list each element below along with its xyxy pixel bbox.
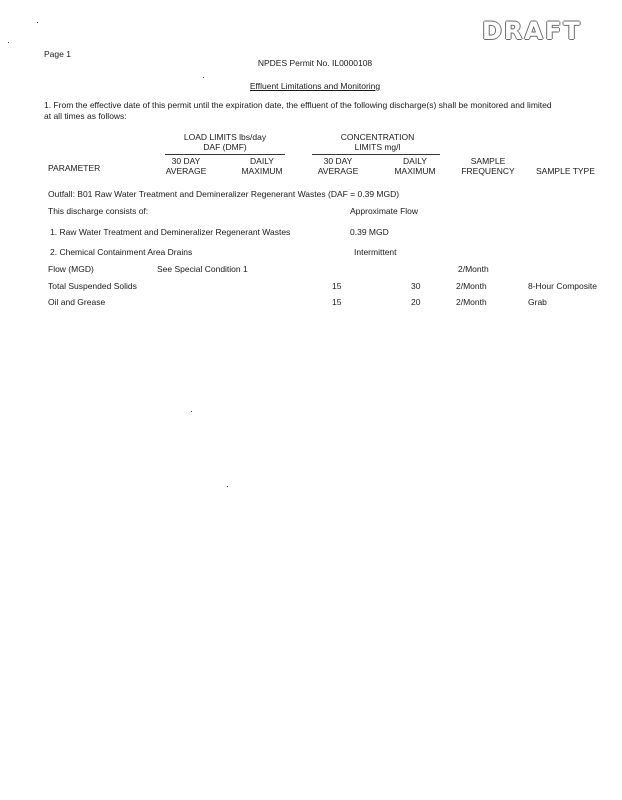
conc-max-header-2: MAXIMUM <box>394 166 436 176</box>
row-frequency: 2/Month <box>456 297 487 307</box>
concentration-header-rule <box>312 154 440 155</box>
row-parameter: Oil and Grease <box>48 297 106 307</box>
source-item-flow: Intermittent <box>354 247 397 257</box>
load-limits-header: LOAD LIMITS lbs/day <box>183 132 267 142</box>
outfall-title: Outfall: B01 Raw Water Treatment and Demineralizer Regenerant Wastes (DAF = 0.39 MGD) <box>48 189 400 199</box>
conc-max-header-1: DAILY <box>403 156 427 166</box>
permit-title: NPDES Permit No. IL0000108 <box>257 58 373 68</box>
intro-line-1: 1. From the effective date of this permit until the expiration date, the effluent of the following discharge(s) shall be monitored and limited <box>44 100 552 110</box>
draft-stamp: DRAFT <box>482 17 582 45</box>
scan-speck <box>8 42 9 43</box>
load-limits-subheader: DAF (DMF) <box>203 142 247 152</box>
load-header-rule <box>165 154 285 155</box>
row-conc-max: 20 <box>411 297 421 307</box>
parameter-header: PARAMETER <box>48 163 101 173</box>
row-conc-avg: 15 <box>332 281 342 291</box>
frequency-header-2: FREQUENCY <box>461 166 515 176</box>
load-max-header-2: MAXIMUM <box>241 166 283 176</box>
source-item-label: 2. Chemical Containment Area Drains <box>50 247 193 257</box>
load-avg-header-1: 30 DAY <box>171 156 201 166</box>
row-load-note: See Special Condition 1 <box>157 264 248 274</box>
source-item-label: 1. Raw Water Treatment and Demineralizer Regenerant Wastes <box>50 227 291 237</box>
sample-type-header: SAMPLE TYPE <box>536 166 595 176</box>
discharge-consists-label: This discharge consists of: <box>48 206 149 216</box>
row-sample-type: 8-Hour Composite <box>528 281 597 291</box>
scan-speck <box>37 22 38 23</box>
load-avg-header-2: AVERAGE <box>165 166 207 176</box>
approximate-flow-label: Approximate Flow <box>350 206 419 216</box>
row-parameter: Flow (MGD) <box>48 264 94 274</box>
scan-speck <box>227 486 228 487</box>
row-frequency: 2/Month <box>456 281 487 291</box>
frequency-header-1: SAMPLE <box>470 156 506 166</box>
row-conc-max: 30 <box>411 281 421 291</box>
scan-speck <box>203 77 204 78</box>
row-sample-type: Grab <box>528 297 547 307</box>
scan-speck <box>191 411 192 412</box>
intro-line-2: at all times as follows: <box>44 111 127 121</box>
page-label: Page 1 <box>44 49 71 59</box>
conc-avg-header-1: 30 DAY <box>323 156 353 166</box>
conc-avg-header-2: AVERAGE <box>317 166 359 176</box>
concentration-subheader: LIMITS mg/l <box>354 142 401 152</box>
source-item-flow: 0.39 MGD <box>350 227 389 237</box>
concentration-header: CONCENTRATION <box>340 132 415 142</box>
load-max-header-1: DAILY <box>250 156 274 166</box>
section-title: Effluent Limitations and Monitoring <box>249 81 381 91</box>
row-conc-avg: 15 <box>332 297 342 307</box>
row-parameter: Total Suspended Solids <box>48 281 137 291</box>
row-frequency: 2/Month <box>458 264 489 274</box>
